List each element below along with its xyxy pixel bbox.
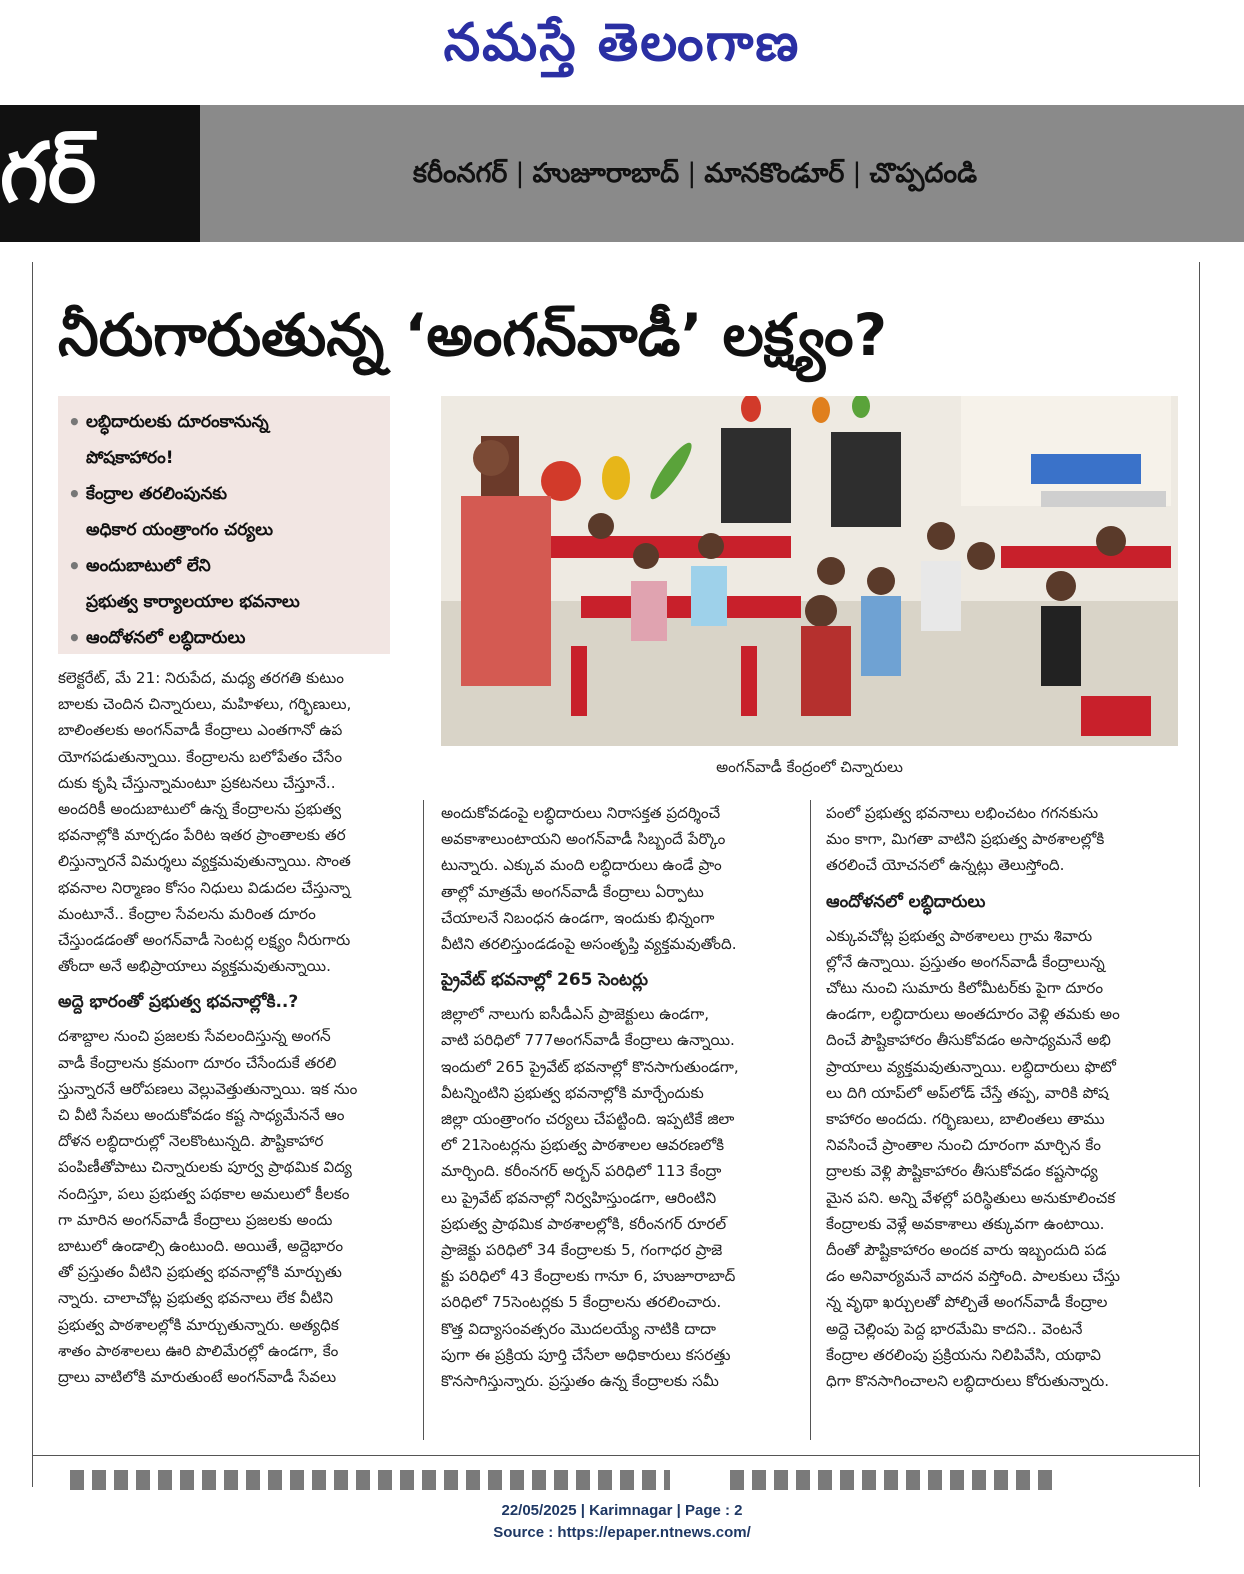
place-separator: | xyxy=(852,158,862,189)
highlight-line: • లబ్ధిదారులకు దూరంకానున్న xyxy=(86,412,269,432)
text-line: స్తున్నారనే ఆరోపణలు వెల్లువెత్తుతున్నాయి. ఇక నుం xyxy=(58,1079,358,1098)
text-line: జిల్లాలో నాలుగు ఐసీడీఎస్ ప్రాజెక్టులు ఉండగా, xyxy=(441,1005,710,1024)
text-line: కేంద్రాలకు వెళ్లే అవకాశాలు తక్కువగా ఉంటాయి. xyxy=(826,1214,1105,1233)
text-line: పుగా ఈ ప్రక్రియ పూర్తి చేసేలా అధికారులు కసరత్తు xyxy=(441,1345,731,1364)
column-3-para-2 xyxy=(826,923,1182,1395)
text-line: న్నారు. చాలాచోట్ల ప్రభుత్వ భవనాలు లేక వీటిని xyxy=(58,1289,334,1308)
edition-places xyxy=(200,105,1190,242)
highlight-item xyxy=(64,548,380,620)
highlight-line: • కేంద్రాల తరలింపునకు xyxy=(86,484,228,504)
text-line: భవనాల నిర్మాణం కోసం నిధులు విడుదల చేస్తున్నా xyxy=(58,878,351,897)
text-line: నివసించే ప్రాంతాల నుంచి దూరంగా మార్చిన కేం xyxy=(826,1136,1101,1155)
text-line: పంపిణీతోపాటు చిన్నారులకు పూర్వ ప్రాథమిక విద్య xyxy=(58,1158,352,1177)
place-separator: | xyxy=(515,158,525,189)
text-line: లు దిగి యాప్‌లో అప్‌లోడ్ చేస్తే తప్ప, వారికి పోష xyxy=(826,1083,1109,1102)
text-line: తాల్లో మాత్రమే అంగన్‌వాడీ కేంద్రాలు ఏర్పాటు xyxy=(441,882,704,901)
text-line: అద్దె చెల్లింపు పెద్ద భారమేమి కాదని.. వెంటనే xyxy=(826,1319,1083,1338)
place-karimnagar: కరీంనగర్ xyxy=(412,158,508,189)
column-3-para-1 xyxy=(826,800,1182,879)
bottom-rule xyxy=(32,1455,1199,1456)
text-line: టున్నారు. ఎక్కువ మంది లబ్ధిదారులు ఉండే ప్రాం xyxy=(441,856,722,875)
text-line: గా మారిన అంగన్‌వాడీ కేంద్రాలు ప్రజలకు అందు xyxy=(58,1210,333,1229)
text-line: మం కాగా, మిగతా వాటిని ప్రభుత్వ పాఠశాలల్లోకి xyxy=(826,830,1105,849)
text-line: జిల్లా యంత్రాంగం చర్యలు చేపట్టింది. ఇప్పటికే జిలా xyxy=(441,1110,735,1129)
text-line: అందరికీ అందుబాటులో ఉన్న కేంద్రాలను ప్రభుత్వ xyxy=(58,800,342,819)
text-line: మైన పని. అన్ని వేళల్లో పరిస్థితులు అనుకూలించక xyxy=(826,1188,1116,1207)
article-headline: నీరుగారుతున్న ‘అంగన్‌వాడీ’ లక్ష్యం? xyxy=(58,301,888,369)
text-line: ల్లోనే ఉన్నాయి. ప్రస్తుతం అంగన్‌వాడీ కేంద్రాలున్న xyxy=(826,952,1105,971)
edition-name-fragment: గర్ xyxy=(0,105,200,242)
place-huzurabad: హుజూరాబాద్ xyxy=(532,158,680,189)
column-2-para-2 xyxy=(441,1001,793,1394)
text-line: పరిధిలో 75సెంటర్లకు 5 కేంద్రాలను తరలించారు. xyxy=(441,1293,722,1312)
highlight-item xyxy=(64,404,380,476)
text-line: ద్రాలు వాటిలోకి మారుతుంటే అంగన్‌వాడీ సేవలు xyxy=(58,1368,337,1387)
text-line: ప్రభుత్వ పాఠశాలల్లోకి మార్చుతున్నారు. అత్యధిక xyxy=(58,1315,339,1334)
text-line: క్టు పరిధిలో 43 కేంద్రాలకు గానూ 6, హుజూరాబాద్ xyxy=(441,1267,736,1286)
text-line: దీంతో పౌష్టికాహారం అందక వారు ఇబ్బందుది పడ xyxy=(826,1241,1107,1260)
text-line: యోగపడుతున్నాయి. కేంద్రాలను బలోపేతం చేసేం xyxy=(58,747,343,766)
place-choppadandi: చొప్పదండి xyxy=(869,158,978,189)
text-line: ధిగా కొనసాగించాలని లబ్ధిదారులు కోరుతున్నారు. xyxy=(826,1372,1110,1391)
text-line: తో ప్రస్తుతం వీటిని ప్రభుత్వ భవనాల్లోకి మార్చుతు xyxy=(58,1263,342,1282)
page-footer xyxy=(0,1500,1244,1560)
highlight-line: • అందుబాటులో లేని xyxy=(86,556,211,576)
text-line: మంటూనే.. కేంద్రాల సేవలను మరింత దూరం xyxy=(58,904,316,923)
text-line: ద్రాలకు వెళ్లి పౌష్టికాహారం తీసుకోవడం కష్టసాధ్య xyxy=(826,1162,1098,1181)
text-line: దశాబ్దాల నుంచి ప్రజలకు సేవలందిస్తున్న అంగన్ xyxy=(58,1027,331,1046)
footer-edition-info: 22/05/2025 | Karimnagar | Page : 2 xyxy=(501,1502,743,1519)
text-line: లో 21సెంటర్లను ప్రభుత్వ పాఠశాలల ఆవరణలోకి xyxy=(441,1136,725,1155)
masthead-title: నమస్తే తెలంగాణ xyxy=(443,12,801,73)
text-line: అవకాశాలుంటాయని అంగన్‌వాడీ సిబ్బందే పేర్కొం xyxy=(441,830,726,849)
text-line: ప్రభుత్వ ప్రాథమిక పాఠశాలల్లోకి, కరీంనగర్ రూరల్ xyxy=(441,1214,727,1233)
article-column-1 xyxy=(58,665,408,1445)
column-1-para-2 xyxy=(58,1023,408,1390)
right-border-rule xyxy=(1199,262,1200,1487)
text-line: తరలించే యోచనలో ఉన్నట్లు తెలుస్తోంది. xyxy=(826,856,1065,875)
text-line: అందుకోవడంపై లబ్ధిదారులు నిరాసక్తత ప్రదర్శించే xyxy=(441,804,721,822)
photo-illustration xyxy=(441,396,1178,746)
highlight-line: ప్రభుత్వ కార్యాలయాల భవనాలు xyxy=(86,592,300,612)
text-line: కాహారం అందదు. గర్భిణులు, బాలింతలు తాము xyxy=(826,1110,1105,1129)
text-line: ఉండగా, లబ్ధిదారులు అంతదూరం వెళ్లి తమకు అం xyxy=(826,1005,1120,1024)
text-line: దించే పౌష్టికాహారం తీసుకోవడం అసాధ్యమనే అభి xyxy=(826,1031,1111,1050)
text-line: బాలింతలకు అంగన్‌వాడీ కేంద్రాలు ఎంతగానో ఉప xyxy=(58,721,343,740)
next-article-teaser-right xyxy=(730,1470,1060,1490)
text-line: పంలో ప్రభుత్వ భవనాలు లభించటం గగనకుసు xyxy=(826,804,1099,822)
text-line: శాతం పాఠశాలలు ఊరి పొలిమేరల్లో ఉండగా, కేం xyxy=(58,1341,339,1360)
column-1-para-1 xyxy=(58,665,408,979)
highlight-line: పోషకాహారం! xyxy=(86,448,174,468)
text-line: న్న వృథా ఖర్చులతో పోల్చితే అంగన్‌వాడీ కేంద్రాల xyxy=(826,1293,1108,1312)
text-line: చేయాలనే నిబంధన ఉండగా, ఇందుకు భిన్నంగా xyxy=(441,908,715,927)
text-line: చేస్తుండడంతో అంగన్‌వాడీ సెంటర్ల లక్ష్యం నీరుగారు xyxy=(58,931,351,950)
text-line: బాటులో ఉండాల్సి ఉంటుంది. అయితే, అద్దెభారం xyxy=(58,1237,344,1256)
column-rule-1 xyxy=(423,800,424,1440)
text-line: కొనసాగిస్తున్నారు. ప్రస్తుతం ఉన్న కేంద్రాలకు సమీ xyxy=(441,1372,719,1391)
text-line: వీటన్నింటిని ప్రభుత్వ భవనాల్లోకి మార్చేందుకు xyxy=(441,1083,704,1102)
text-line: డం అనివార్యమనే వాదన వస్తోంది. పాలకులు చేస్తు xyxy=(826,1267,1121,1286)
highlight-line: • ఆందోళనలో లబ్ధిదారులు xyxy=(86,628,246,648)
text-line: వాటి పరిధిలో 777అంగన్‌వాడీ కేంద్రాలు ఉన్నాయి. xyxy=(441,1031,735,1050)
article-column-2 xyxy=(441,800,793,1445)
text-line: దుకు కృషి చేస్తున్నామంటూ ప్రకటనలు చేస్తూనే.. xyxy=(58,773,336,792)
text-line: తోందా అనే అభిప్రాయాలు వ్యక్తమవుతున్నాయి. xyxy=(58,957,331,976)
text-line: దోళన లబ్ధిదారుల్లో నెలకొంటున్నది. పౌష్టికాహార xyxy=(58,1132,324,1151)
highlight-line: అధికార యంత్రాంగం చర్యలు xyxy=(86,520,274,540)
place-manakondur: మానకొండూర్ xyxy=(704,158,845,189)
highlights-box xyxy=(58,396,390,654)
article-column-3 xyxy=(826,800,1182,1445)
column-2-para-1 xyxy=(441,800,793,957)
text-line: లిస్తున్నారనే విమర్శలు వ్యక్తమవుతున్నాయి. సొంత xyxy=(58,852,351,871)
highlight-item xyxy=(64,476,380,548)
text-line: ఇందులో 265 ప్రైవేట్ భవనాల్లో కొనసాగుతుండగా, xyxy=(441,1057,739,1076)
text-line: ప్రాజెక్టు పరిధిలో 34 కేంద్రాలకు 5, గంగాధర ప్రాజె xyxy=(441,1241,723,1260)
column-3-subheading: ఆందోళనలో లబ్ధిదారులు xyxy=(826,891,986,912)
text-line: నందిస్తూ, పలు ప్రభుత్వ పథకాల అమలులో కీలకం xyxy=(58,1184,350,1203)
text-line: కేంద్రాల తరలింపు ప్రక్రియను నిలిపివేసి, యథావి xyxy=(826,1345,1101,1364)
text-line: వీటిని తరలిస్తుండడంపై అసంతృప్తి వ్యక్తమవుతోంది. xyxy=(441,935,737,954)
place-separator: | xyxy=(687,158,697,189)
highlight-item xyxy=(64,620,380,656)
text-line: భవనాల్లోకి మార్చడం పేరిట ఇతర ప్రాంతాలకు తర xyxy=(58,826,346,845)
text-line: చి వీటి సేవలు అందుకోవడం కష్ట సాధ్యమేననే ఆం xyxy=(58,1106,345,1125)
column-1-subheading: అద్దె భారంతో ప్రభుత్వ భవనాల్లోకి..? xyxy=(58,992,299,1013)
footer-source-link[interactable]: Source : https://epaper.ntnews.com/ xyxy=(493,1524,751,1541)
edition-bar xyxy=(0,105,1244,242)
column-2-subheading: ప్రైవేట్ భవనాల్లో 265 సెంటర్లు xyxy=(441,970,649,991)
text-line: ఎక్కువచోట్ల ప్రభుత్వ పాఠశాలలు గ్రామ శివారు xyxy=(826,926,1093,945)
anganwadi-classroom-photo xyxy=(441,396,1178,746)
text-line: లు ప్రైవేట్ భవనాల్లో నిర్వహిస్తుండగా, ఆరింటిని xyxy=(441,1188,717,1207)
text-line: మార్చింది. కరీంనగర్ అర్బన్ పరిధిలో 113 కేంద్రా xyxy=(441,1162,722,1181)
text-line: కొత్త విద్యాసంవత్సరం మొదలయ్యే నాటికి దాదా xyxy=(441,1319,716,1338)
text-line: కలెక్టరేట్, మే 21: నిరుపేద, మధ్య తరగతి కుటుం xyxy=(58,669,344,687)
text-line: చోటు నుంచి సుమారు కిలోమీటర్‌కు పైగా దూరం xyxy=(826,979,1104,998)
left-border-rule xyxy=(32,262,33,1487)
column-rule-2 xyxy=(810,800,811,1440)
text-line: బాలకు చెందిన చిన్నారులు, మహిళలు, గర్భిణులు, xyxy=(58,695,352,714)
text-line: వాడీ కేంద్రాలను క్రమంగా దూరం చేసేందుకే తరలి xyxy=(58,1053,337,1072)
photo-caption: అంగన్‌వాడీ కేంద్రంలో చిన్నారులు xyxy=(716,758,903,776)
next-article-teaser-left xyxy=(70,1470,670,1490)
text-line: ప్రాయాలు వ్యక్తమవుతున్నాయి. లబ్ధిదారులు ఫొటో xyxy=(826,1057,1116,1076)
